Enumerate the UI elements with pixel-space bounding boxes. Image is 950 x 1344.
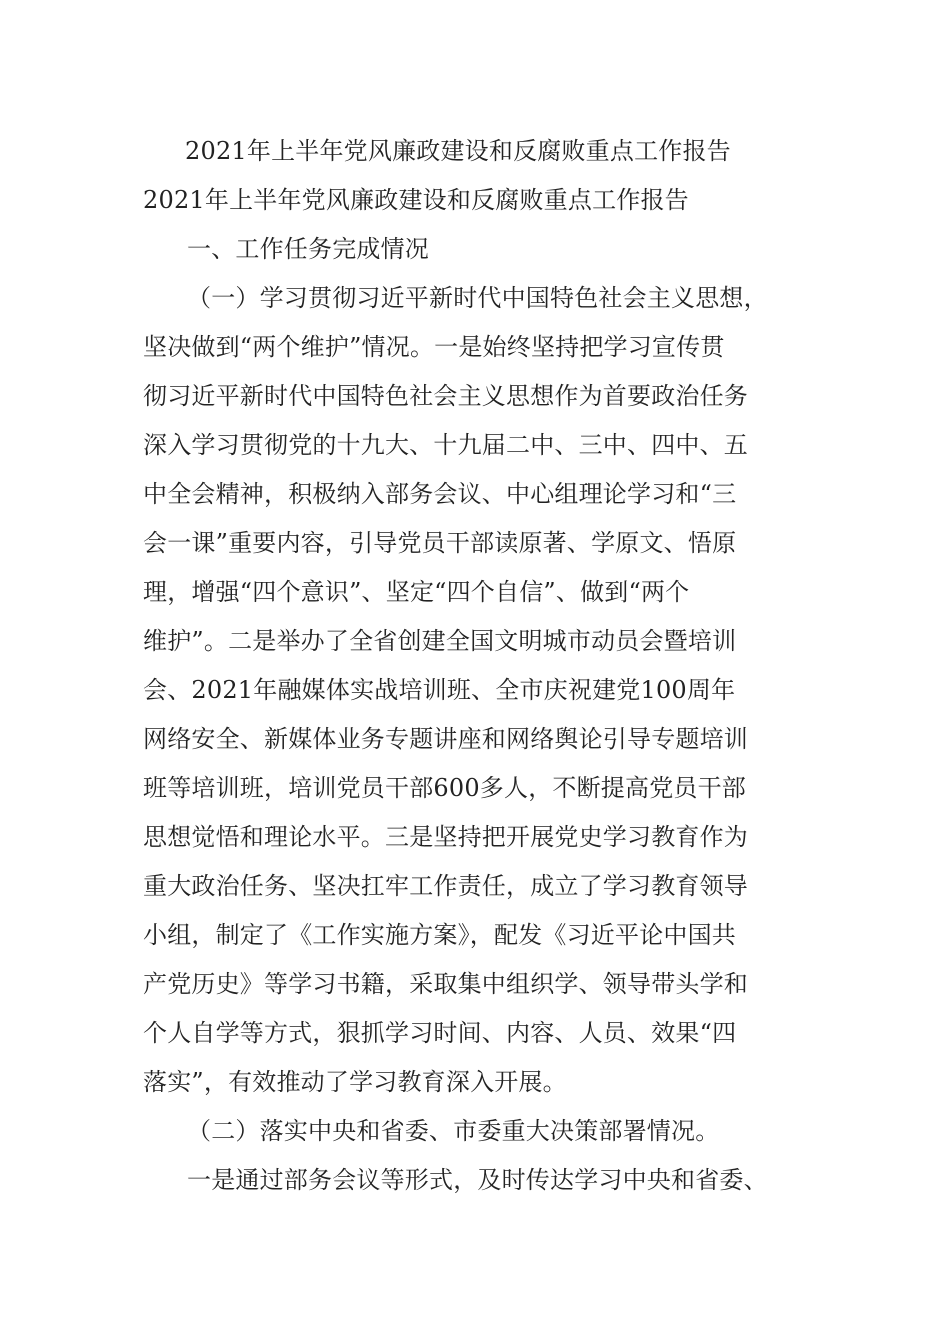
- paragraph-line: 网络安全、新媒体业务专题讲座和网络舆论引导专题培训: [143, 725, 748, 753]
- paragraph-line: 彻习近平新时代中国特色社会主义思想作为首要政治任务: [143, 382, 748, 410]
- paragraph-line: 中全会精神，积极纳入部务会议、中心组理论学习和“三: [143, 480, 737, 508]
- paragraph-line: 会、2021年融媒体实战培训班、全市庆祝建党100周年: [143, 676, 736, 704]
- paragraph-line: 小组，制定了《工作实施方案》，配发《习近平论中国共: [143, 921, 736, 949]
- paragraph-line: 维护”。二是举办了全省创建全国文明城市动员会暨培训: [143, 627, 737, 655]
- document-subtitle: 2021年上半年党风廉政建设和反腐败重点工作报告: [143, 186, 689, 214]
- section-heading-1: 一、工作任务完成情况: [187, 235, 429, 263]
- paragraph-line: 个人自学等方式，狠抓学习时间、内容、人员、效果“四: [143, 1019, 737, 1047]
- paragraph-line: 一是通过部务会议等形式，及时传达学习中央和省委、: [187, 1166, 768, 1194]
- paragraph-line: （一）学习贯彻习近平新时代中国特色社会主义思想，: [187, 284, 768, 312]
- document-title: 2021年上半年党风廉政建设和反腐败重点工作报告: [185, 137, 731, 165]
- paragraph-line: 落实”，有效推动了学习教育深入开展。: [143, 1068, 567, 1096]
- paragraph-line: 深入学习贯彻党的十九大、十九届二中、三中、四中、五: [143, 431, 748, 459]
- paragraph-line: 重大政治任务、坚决扛牢工作责任，成立了学习教育领导: [143, 872, 748, 900]
- paragraph-line: 理，增强“四个意识”、坚定“四个自信”、做到“两个: [143, 578, 690, 606]
- paragraph-line: 坚决做到“两个维护”情况。一是始终坚持把学习宣传贯: [143, 333, 725, 361]
- paragraph-line: 班等培训班，培训党员干部600多人，不断提高党员干部: [143, 774, 747, 802]
- paragraph-line: 会一课”重要内容，引导党员干部读原著、学原文、悟原: [143, 529, 737, 557]
- section-heading-2: （二）落实中央和省委、市委重大决策部署情况。: [187, 1117, 720, 1145]
- paragraph-line: 产党历史》等学习书籍，采取集中组织学、领导带头学和: [143, 970, 748, 998]
- paragraph-line: 思想觉悟和理论水平。三是坚持把开展党史学习教育作为: [143, 823, 748, 851]
